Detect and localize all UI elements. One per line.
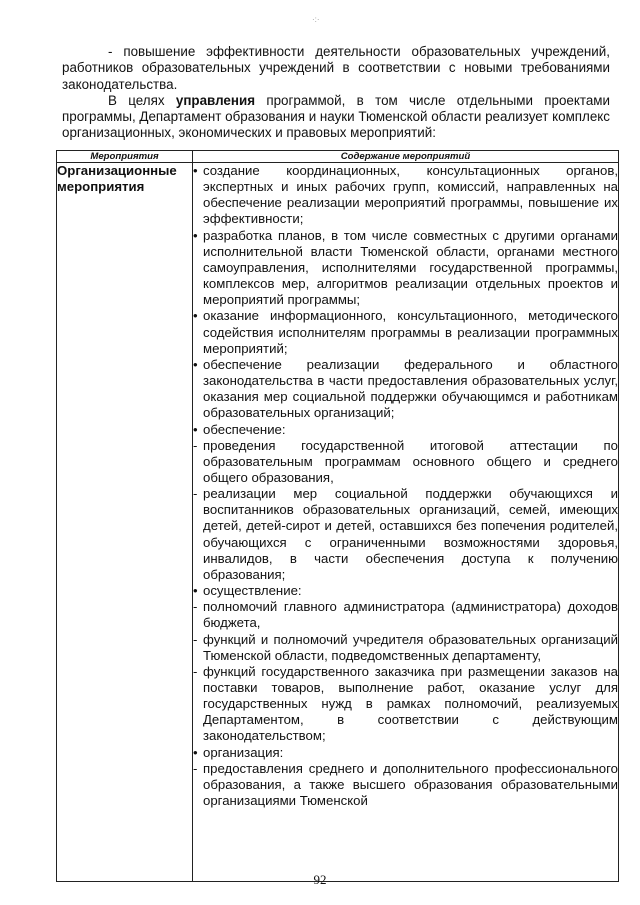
item-text: реализации мер социальной поддержки обучающихся и воспитанников образовательных организаций, семей, имеющих детей, детей-сирот и детей, оставшихся без попечения родителей, обучающихся с ограниченными возможностями здоровья, инвалидов, в части обеспечения доступа к получению образования; — [203, 486, 618, 582]
intro-paragraph-2 — [62, 93, 610, 142]
page-number: 92 — [313, 872, 327, 887]
bullet-item — [193, 745, 618, 761]
item-text: полномочий главного администратора (администратора) доходов бюджета, — [203, 599, 618, 631]
col-header-content: Содержание мероприятий — [193, 151, 619, 163]
bullet-marker: • — [193, 308, 198, 324]
item-text: функций и полномочий учредителя образовательных организаций Тюменской области, подведомственных департаменту, — [203, 631, 618, 663]
category-cell: Организационные мероприятия — [57, 163, 193, 882]
dash-item — [193, 438, 618, 486]
intro-p2-before: В целях — [108, 92, 176, 108]
intro-text — [62, 44, 610, 142]
intro-p2-bold: управления — [175, 92, 256, 108]
item-text: оказание информационного, консультационного, методического содействия исполнителям программы в реализации программных мероприятий; — [203, 308, 618, 356]
bullet-item — [193, 583, 618, 599]
bullet-marker: • — [193, 356, 198, 372]
item-text: обеспечение: — [203, 421, 286, 437]
bullet-marker: • — [193, 583, 198, 599]
item-text: разработка планов, в том числе совместных с другими органами исполнительной власти Тюменской области, органами местного самоуправления, исполнителями государственной программы, комплексов мер, алгоритмов реализации отдельных проектов и мероприятий программы; — [203, 227, 618, 308]
bullet-item — [193, 357, 618, 422]
dash-item — [193, 761, 618, 809]
bullet-marker: • — [193, 421, 198, 437]
item-text: обеспечение реализации федерального и областного законодательства в части предоставления образовательных услуг, оказания мер социальной поддержки обучающимся и работникам образовательных организаций; — [203, 356, 618, 421]
intro-paragraph-1: - повышение эффективности деятельности образовательных учреждений, работников образовательных учреждений в соответствии с новыми требованиями законодательства. — [62, 44, 610, 92]
dash-marker: - — [193, 486, 198, 502]
item-text: создание координационных, консультационных органов, экспертных и иных рабочих групп, комиссий, направленных на обеспечение реализации мероприятий программы, повышение их эффективности; — [203, 163, 618, 227]
dash-item — [193, 599, 618, 631]
bullet-marker: • — [193, 227, 198, 243]
item-text: проведения государственной итоговой аттестации по образовательным программам основного общего и среднего общего образования, — [203, 437, 618, 485]
dash-marker: - — [193, 663, 198, 679]
dash-item — [193, 486, 618, 583]
content-cell — [193, 163, 619, 882]
dash-marker: - — [193, 437, 198, 453]
bullet-marker: • — [193, 163, 198, 178]
item-text: организация: — [203, 744, 284, 760]
intro-p2-after: программой, в том числе отдельными проектами программы, Департамент образования и науки Тюменской области реализует комплекс организационных, экономических и правовых мероприятий: — [62, 92, 610, 141]
col-header-measures: Мероприятия — [57, 151, 193, 163]
item-text: осуществление: — [203, 583, 302, 599]
dash-item — [193, 632, 618, 664]
dash-item — [193, 664, 618, 745]
table-row — [57, 163, 619, 882]
item-text: функций государственного заказчика при размещении заказов на поставки товаров, выполнение работ, оказание услуг для государственных нужд в рамках полномочий, реализуемых Департаментом, в соответствии с действующим законодательством; — [203, 663, 618, 744]
bullet-item — [193, 163, 618, 228]
dash-marker: - — [193, 631, 198, 647]
item-text: предоставления среднего и дополнительного профессионального образования, а также высшего образования образовательными организациями Тюменской — [203, 760, 618, 809]
dash-marker: - — [193, 760, 198, 776]
bullet-marker: • — [193, 744, 198, 760]
table-header-row — [57, 151, 619, 163]
bullet-item — [193, 422, 618, 438]
scan-speck: ·:· — [312, 15, 320, 24]
bullet-item — [193, 308, 618, 356]
bullet-item — [193, 228, 618, 309]
dash-marker: - — [193, 599, 198, 615]
measures-table — [56, 150, 619, 882]
